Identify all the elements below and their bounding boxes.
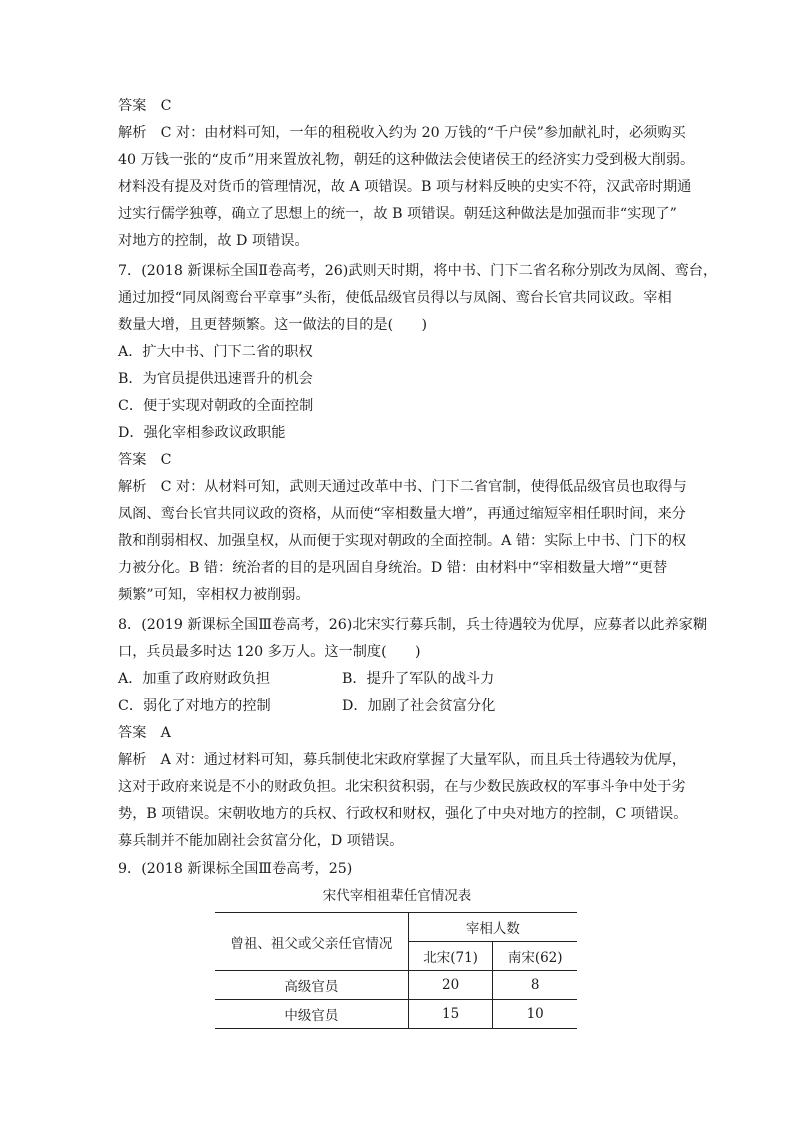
explanation-7-line-4: 力被分化。B 错：统治者的目的是巩固自身统治。D 错：由材料中“宰相数量大增”“更替 [118, 560, 668, 576]
explanation-6-line-4: 过实行儒学独尊，确立了思想上的统一，故 B 项错误。朝廷这种做法是加强而非“实现了” [118, 206, 677, 222]
question-8-line-2: 口，兵员最多时达 120 多万人。这一制度( ) [118, 644, 421, 660]
question-7-line-1: 7．(2018 新课标全国Ⅱ卷高考，26)武则天时期，将中书、门下二省名称分别改为凤阁、鸾台， [118, 263, 718, 279]
option-7-c: C．便于实现对朝政的全面控制 [118, 398, 314, 414]
answer-8: 答案 A [118, 725, 171, 741]
col-header-north: 北宋(71) [408, 942, 493, 971]
question-8-line-1: 8．(2019 新课标全国Ⅲ卷高考，26)北宋实行募兵制，兵士待遇较为优厚，应募者以此养家糊 [118, 617, 708, 633]
option-7-b: B．为官员提供迅速晋升的机会 [118, 371, 313, 387]
col-header-south: 南宋(62) [493, 942, 577, 971]
chancellor-ancestry-table [215, 912, 577, 1029]
question-7-line-2: 通过加授“同凤阁鸾台平章事”头衔，使低品级官员得以与凤阁、鸾台长官共同议政。宰相 [118, 290, 672, 306]
option-8-c: C．弱化了对地方的控制 [118, 698, 271, 714]
explanation-6-line-3: 材料没有提及对货币的管理情况，故 A 项错误。B 项与材料反映的史实不符，汉武帝时期通 [118, 179, 692, 195]
table-caption: 宋代宰相祖辈任官情况表 [322, 888, 472, 904]
row-label: 高级官员 [215, 971, 408, 1000]
explanation-8-line-3: 势，B 项错误。宋朝收地方的兵权、行政权和财权，强化了中央对地方的控制，C 项错误。 [118, 806, 688, 822]
cell-south: 8 [493, 971, 577, 1000]
explanation-8-line-2: 这对于政府来说是不小的财政负担。北宋积贫积弱，在与少数民族政权的军事斗争中处于劣 [118, 779, 686, 795]
question-9-header: 9．(2018 新课标全国Ⅲ卷高考，25) [118, 861, 353, 877]
answer-6: 答案 C [118, 98, 172, 114]
table-row [215, 1000, 577, 1029]
table-row [215, 971, 577, 1000]
option-8-d: D．加剧了社会贫富分化 [342, 698, 496, 714]
explanation-7-line-5: 频繁”可知，宰相权力被削弱。 [118, 587, 310, 603]
group-header-cell: 宰相人数 [408, 913, 577, 942]
option-8-a: A．加重了政府财政负担 [118, 671, 271, 687]
explanation-7-line-2: 凤阁、鸾台长官共同议政的资格，从而使“宰相数量大增”，再通过缩短宰相任职时间，来分 [118, 506, 686, 522]
explanation-8-line-4: 募兵制并不能加剧社会贫富分化，D 项错误。 [118, 833, 404, 849]
cell-north: 15 [408, 1000, 493, 1029]
option-8-b: B．提升了军队的战斗力 [342, 671, 495, 687]
row-label: 中级官员 [215, 1000, 408, 1029]
explanation-6-line-2: 40 万钱一张的“皮币”用来置放礼物，朝廷的这种做法会使诸侯王的经济实力受到极大削弱。 [118, 152, 695, 168]
answer-7: 答案 C [118, 452, 172, 468]
question-7-line-3: 数量大增，且更替频繁。这一做法的目的是( ) [118, 317, 428, 333]
row-header-cell: 曾祖、祖父或父亲任官情况 [215, 913, 408, 971]
explanation-7-line-1: 解析 C 对：从材料可知，武则天通过改革中书、门下二省官制，使得低品级官员也取得与 [118, 479, 687, 495]
explanation-8-line-1: 解析 A 对：通过材料可知，募兵制使北宋政府掌握了大量军队，而且兵士待遇较为优厚， [118, 752, 687, 768]
explanation-6-line-1: 解析 C 对：由材料可知，一年的租税收入约为 20 万钱的“千户侯”参加献礼时，必须购买 [118, 125, 686, 141]
explanation-7-line-3: 散和削弱相权、加强皇权，从而便于实现对朝政的全面控制。A 错：实际上中书、门下的权 [118, 533, 687, 549]
cell-north: 20 [408, 971, 493, 1000]
cell-south: 10 [493, 1000, 577, 1029]
option-7-d: D．强化宰相参政议政职能 [118, 425, 286, 441]
explanation-6-line-5: 对地方的控制，故 D 项错误。 [118, 233, 309, 249]
option-7-a: A．扩大中书、门下二省的职权 [118, 344, 313, 360]
